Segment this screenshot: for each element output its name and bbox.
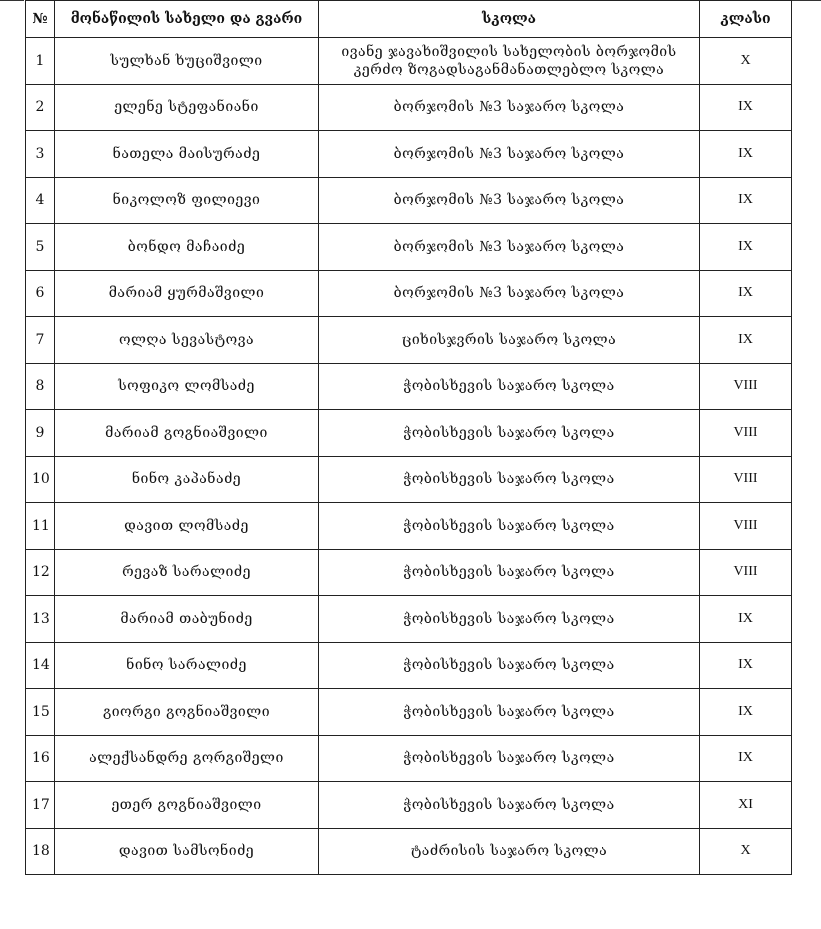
row-number: 9 [26, 410, 55, 457]
school-name: ჭობისხევის საჯარო სკოლა [319, 456, 700, 503]
table-row [26, 642, 792, 689]
table-row [26, 224, 792, 271]
table-row [26, 549, 792, 596]
participant-name: ნინო სარალიძე [55, 642, 319, 689]
grade-value: IX [700, 84, 792, 131]
participant-name: ოლღა სევასტოვა [55, 317, 319, 364]
grade-value: IX [700, 735, 792, 782]
grade-value: X [700, 38, 792, 85]
grade-value: IX [700, 177, 792, 224]
school-name: ციხისჯვრის საჯარო სკოლა [319, 317, 700, 364]
row-number: 4 [26, 177, 55, 224]
header-school: სკოლა [319, 1, 700, 38]
participant-name: გიორგი გოგნიაშვილი [55, 689, 319, 736]
grade-value: IX [700, 270, 792, 317]
table-row [26, 270, 792, 317]
school-name: ჭობისხევის საჯარო სკოლა [319, 363, 700, 410]
table-row [26, 782, 792, 829]
grade-value: IX [700, 131, 792, 178]
school-name: ბორჯომის №3 საჯარო სკოლა [319, 84, 700, 131]
row-number: 11 [26, 503, 55, 550]
row-number: 18 [26, 828, 55, 875]
table-row [26, 689, 792, 736]
school-name: ჭობისხევის საჯარო სკოლა [319, 549, 700, 596]
table-row [26, 828, 792, 875]
row-number: 7 [26, 317, 55, 364]
participant-name: ნინო კაპანაძე [55, 456, 319, 503]
top-rule-left [0, 0, 24, 1]
row-number: 5 [26, 224, 55, 271]
row-number: 16 [26, 735, 55, 782]
grade-value: VIII [700, 410, 792, 457]
row-number: 8 [26, 363, 55, 410]
row-number: 10 [26, 456, 55, 503]
participant-name: რევაზ სარალიძე [55, 549, 319, 596]
row-number: 12 [26, 549, 55, 596]
grade-value: VIII [700, 456, 792, 503]
grade-value: IX [700, 317, 792, 364]
table-row [26, 38, 792, 85]
participant-name: ნიკოლოზ ფილიევი [55, 177, 319, 224]
school-name: ბორჯომის №3 საჯარო სკოლა [319, 224, 700, 271]
school-name: ბორჯომის №3 საჯარო სკოლა [319, 270, 700, 317]
participant-name: დავით სამსონიძე [55, 828, 319, 875]
school-name: ჭობისხევის საჯარო სკოლა [319, 735, 700, 782]
header-row [26, 1, 792, 38]
row-number: 13 [26, 596, 55, 643]
table-row [26, 363, 792, 410]
table-row [26, 410, 792, 457]
grade-value: IX [700, 642, 792, 689]
participant-name: სოფიკო ლომსაძე [55, 363, 319, 410]
row-number: 2 [26, 84, 55, 131]
header-participant-name: მონაწილის სახელი და გვარი [55, 1, 319, 38]
table-row [26, 84, 792, 131]
top-rule-right [790, 0, 821, 1]
table-row [26, 456, 792, 503]
grade-value: IX [700, 596, 792, 643]
school-name: ჭობისხევის საჯარო სკოლა [319, 642, 700, 689]
row-number: 3 [26, 131, 55, 178]
grade-value: XI [700, 782, 792, 829]
school-name: ივანე ჯავახიშვილის სახელობის ბორჯომის კერძო ზოგადსაგანმანათლებლო სკოლა [319, 38, 700, 85]
participant-name: მარიამ ყურმაშვილი [55, 270, 319, 317]
row-number: 14 [26, 642, 55, 689]
table-row [26, 131, 792, 178]
table-row [26, 317, 792, 364]
participants-table [25, 0, 792, 875]
participant-name: ნათელა მაისურაძე [55, 131, 319, 178]
row-number: 6 [26, 270, 55, 317]
grade-value: VIII [700, 363, 792, 410]
participant-name: ეთერ გოგნიაშვილი [55, 782, 319, 829]
school-name: ჭობისხევის საჯარო სკოლა [319, 503, 700, 550]
table-row [26, 177, 792, 224]
school-name: ჭობისხევის საჯარო სკოლა [319, 596, 700, 643]
participant-name: ალექსანდრე გორგიშელი [55, 735, 319, 782]
participant-name: მარიამ თაბუნიძე [55, 596, 319, 643]
participant-name: დავით ლომსაძე [55, 503, 319, 550]
grade-value: VIII [700, 503, 792, 550]
table-row [26, 596, 792, 643]
school-name: ბორჯომის №3 საჯარო სკოლა [319, 177, 700, 224]
table-body [26, 38, 792, 875]
participant-name: მარიამ გოგნიაშვილი [55, 410, 319, 457]
header-grade: კლასი [700, 1, 792, 38]
grade-value: IX [700, 689, 792, 736]
grade-value: IX [700, 224, 792, 271]
table-row [26, 735, 792, 782]
table-header [26, 1, 792, 38]
row-number: 1 [26, 38, 55, 85]
row-number: 17 [26, 782, 55, 829]
participant-name: ელენე სტეფანიანი [55, 84, 319, 131]
participant-name: ბონდო მაჩაიძე [55, 224, 319, 271]
school-name: ტაძრისის საჯარო სკოლა [319, 828, 700, 875]
participant-name: სულხან ხუციშვილი [55, 38, 319, 85]
header-number: № [26, 1, 55, 38]
table-row [26, 503, 792, 550]
grade-value: X [700, 828, 792, 875]
school-name: ჭობისხევის საჯარო სკოლა [319, 782, 700, 829]
school-name: ბორჯომის №3 საჯარო სკოლა [319, 131, 700, 178]
grade-value: VIII [700, 549, 792, 596]
school-name: ჭობისხევის საჯარო სკოლა [319, 689, 700, 736]
row-number: 15 [26, 689, 55, 736]
school-name: ჭობისხევის საჯარო სკოლა [319, 410, 700, 457]
